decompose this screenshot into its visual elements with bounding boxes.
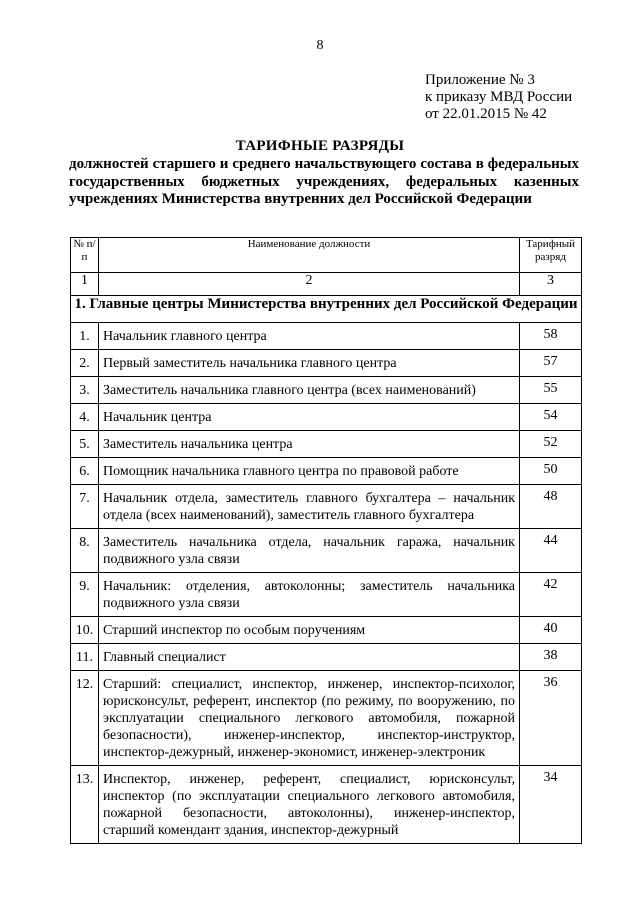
table-row (71, 431, 582, 458)
table-row (71, 485, 582, 529)
tariff-grade: 48 (520, 485, 582, 529)
position-name: Начальник главного центра (99, 323, 520, 350)
appendix-line-1: Приложение № 3 (425, 72, 535, 88)
column-number-3: 3 (520, 273, 582, 296)
tariff-grade: 38 (520, 644, 582, 671)
position-name: Старший: специалист, инспектор, инженер, инспектор-психолог, юрисконсульт, референт, инспектор (по режиму, по вооружению, по эксплуатации специального легкового автомобиля, пожарной безопасности), инженер-инспектор, инспектор-инструктор, инспектор-дежурный, инженер-экономист, инженер-электроник (99, 671, 520, 766)
tariff-grade: 52 (520, 431, 582, 458)
tariff-grade: 40 (520, 617, 582, 644)
table-row (71, 573, 582, 617)
row-number: 7. (71, 485, 99, 529)
row-number: 3. (71, 377, 99, 404)
row-number: 5. (71, 431, 99, 458)
header-tariff-grade: Тарифный разряд (520, 238, 582, 273)
position-name: Начальник центра (99, 404, 520, 431)
row-number: 9. (71, 573, 99, 617)
section-title: 1. Главные центры Министерства внутренних дел Российской Федерации (71, 296, 582, 323)
header-position-name: Наименование должности (99, 238, 520, 273)
row-number: 4. (71, 404, 99, 431)
table-row (71, 644, 582, 671)
position-name: Первый заместитель начальника главного центра (99, 350, 520, 377)
table-row (71, 617, 582, 644)
row-number: 10. (71, 617, 99, 644)
table-row (71, 671, 582, 766)
row-number: 2. (71, 350, 99, 377)
appendix-line-3: от 22.01.2015 № 42 (425, 106, 547, 122)
tariff-grade: 54 (520, 404, 582, 431)
tariff-grade: 55 (520, 377, 582, 404)
tariff-grade: 50 (520, 458, 582, 485)
tariff-grade: 36 (520, 671, 582, 766)
document-title: ТАРИФНЫЕ РАЗРЯДЫ (235, 138, 405, 154)
appendix-block (425, 72, 572, 123)
position-name: Заместитель начальника главного центра (всех наименований) (99, 377, 520, 404)
position-name: Инспектор, инженер, референт, специалист, юрисконсульт, инспектор (по эксплуатации специального легкового автомобиля, пожарной безопасности, автоколонны), инженер-инспектор, старший комендант здания, инспектор-дежурный (99, 766, 520, 844)
table-row (71, 529, 582, 573)
row-number: 11. (71, 644, 99, 671)
position-name: Начальник отдела, заместитель главного бухгалтера – начальник отдела (всех наименований), заместитель главного бухгалтера (99, 485, 520, 529)
tariff-grade: 34 (520, 766, 582, 844)
table-row (71, 350, 582, 377)
position-name: Старший инспектор по особым поручениям (99, 617, 520, 644)
row-number: 12. (71, 671, 99, 766)
table-header-row (71, 238, 582, 273)
position-name: Главный специалист (99, 644, 520, 671)
appendix-line-2: к приказу МВД России (425, 89, 573, 105)
row-number: 8. (71, 529, 99, 573)
position-name: Заместитель начальника центра (99, 431, 520, 458)
tariff-grade: 57 (520, 350, 582, 377)
page-number: 8 (316, 38, 324, 53)
row-number: 13. (71, 766, 99, 844)
row-number: 6. (71, 458, 99, 485)
tariff-grade: 58 (520, 323, 582, 350)
document-subtitle: должностей старшего и среднего начальствующего состава в федеральных государственных бюджетных учреждениях, федеральных казенных учреждениях Министерства внутренних дел Российской Федерации (69, 156, 579, 207)
tariff-grades-table (70, 237, 582, 844)
column-numbers-row (71, 273, 582, 296)
tariff-grade: 44 (520, 529, 582, 573)
column-number-1: 1 (71, 273, 99, 296)
row-number: 1. (71, 323, 99, 350)
header-number: № п/п (71, 238, 99, 273)
section-row (71, 296, 582, 323)
table-row (71, 458, 582, 485)
position-name: Начальник: отделения, автоколонны; заместитель начальника подвижного узла связи (99, 573, 520, 617)
table-row (71, 766, 582, 844)
table-row (71, 323, 582, 350)
column-number-2: 2 (99, 273, 520, 296)
table-row (71, 404, 582, 431)
position-name: Помощник начальника главного центра по правовой работе (99, 458, 520, 485)
table-row (71, 377, 582, 404)
tariff-grade: 42 (520, 573, 582, 617)
position-name: Заместитель начальника отдела, начальник гаража, начальник подвижного узла связи (99, 529, 520, 573)
